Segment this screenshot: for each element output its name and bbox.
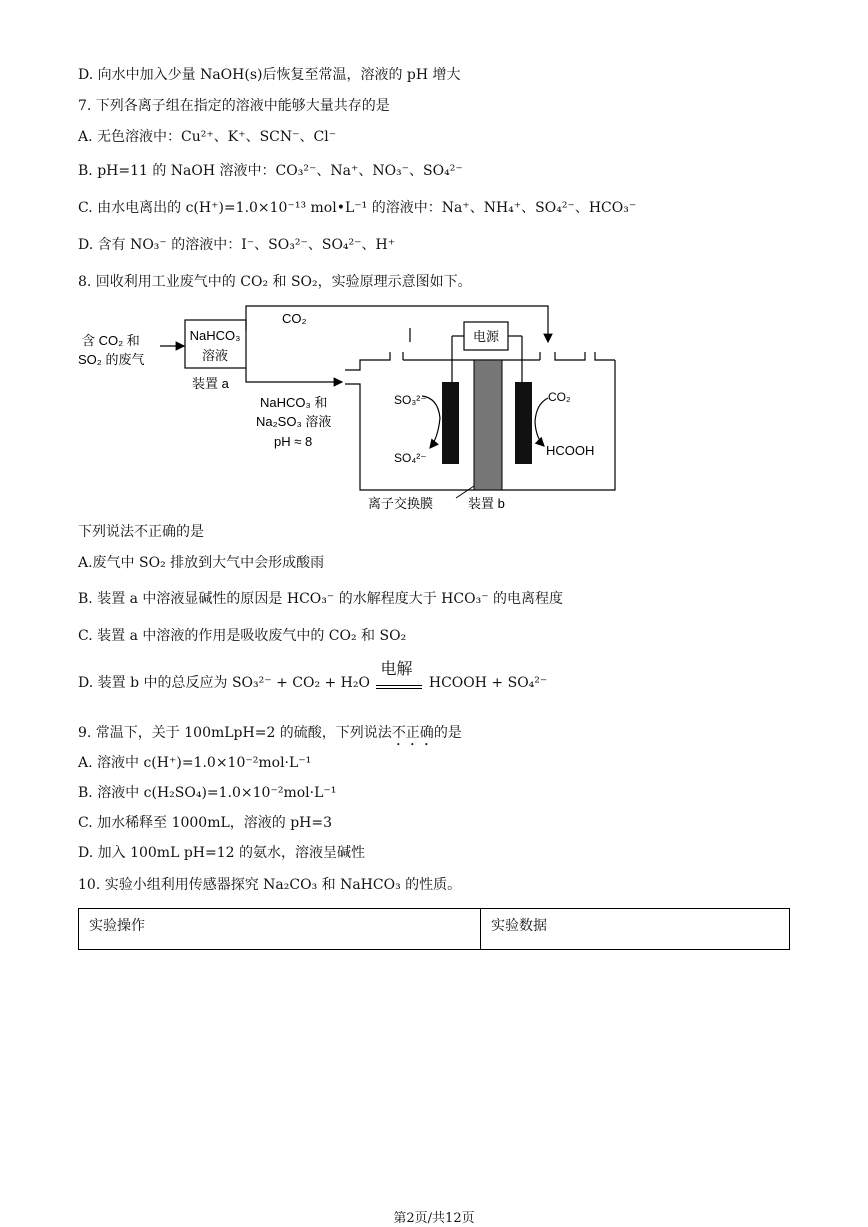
gas-inlet-label-2: SO₂ 的废气: [78, 352, 145, 367]
table-header-operation: 实验操作: [79, 909, 481, 949]
q8-option-a: A.废气中 SO₂ 排放到大气中会形成酸雨: [78, 555, 325, 571]
page-footer: 第2页/共12页: [393, 1211, 475, 1226]
q8d-reactants: D. 装置 b 中的总反应为 SO₃²⁻ + CO₂ + H₂O: [78, 675, 370, 691]
electrolysis-apparatus-diagram: [70, 298, 630, 518]
q7-option-c: C. 由水电离出的 c(H⁺)=1.0×10⁻¹³ mol•L⁻¹ 的溶液中：Na⁺、NH₄⁺、SO₄²⁻、HCO₃⁻: [78, 200, 637, 216]
device-b-label: 装置 b: [468, 496, 505, 511]
cathode: [515, 382, 532, 464]
formic-acid-label: HCOOH: [546, 443, 595, 458]
power-source-label: 电源: [472, 329, 500, 344]
membrane-label: 离子交换膜: [368, 496, 434, 511]
q9-stem: [78, 724, 462, 749]
q7-stem: 7. 下列各离子组在指定的溶液中能够大量共存的是: [78, 98, 390, 114]
solution-label-2: Na₂SO₃ 溶液: [256, 414, 332, 429]
q8d-products: HCOOH + SO₄²⁻: [428, 675, 548, 691]
table-header-data: 实验数据: [491, 918, 547, 934]
ion-exchange-membrane: [474, 360, 502, 490]
q9-option-b: B. 溶液中 c(H₂SO₄)=1.0×10⁻²mol·L⁻¹: [78, 785, 337, 801]
device-a-solution-2: 溶液: [201, 348, 229, 363]
gas-inlet-label-1: 含 CO₂ 和: [82, 333, 140, 348]
q8-question: 下列说法不正确的是: [78, 524, 204, 540]
solution-label-1: NaHCO₃ 和: [260, 395, 328, 410]
anode: [442, 382, 459, 464]
q8d-condition-arrow: [376, 659, 422, 694]
q9-stem-prefix: 9. 常温下，关于 100mLpH=2 的硫酸，下列说法: [78, 725, 392, 741]
q8-option-c: C. 装置 a 中溶液的作用是吸收废气中的 CO₂ 和 SO₂: [78, 628, 407, 644]
solution-label-3: pH ≈ 8: [274, 434, 313, 449]
q9-option-d: D. 加入 100mL pH=12 的氨水，溶液呈碱性: [78, 845, 365, 861]
q10-stem: 10. 实验小组利用传感器探究 Na₂CO₃ 和 NaHCO₃ 的性质。: [78, 877, 462, 893]
device-a-label: 装置 a: [192, 376, 229, 391]
q8-stem: 8. 回收利用工业废气中的 CO₂ 和 SO₂，实验原理示意图如下。: [78, 274, 472, 290]
q9-option-a: A. 溶液中 c(H⁺)=1.0×10⁻²mol·L⁻¹: [78, 755, 312, 771]
q7-option-d: D. 含有 NO₃⁻ 的溶液中：I⁻、SO₃²⁻、SO₄²⁻、H⁺: [78, 237, 396, 253]
q10-table: [78, 908, 790, 950]
q8-option-d: [78, 659, 548, 698]
co2-right-label: CO₂: [548, 390, 571, 404]
sulfite-ion-label: SO₃²⁻: [394, 393, 427, 407]
q9-stem-emphasis: 不正确: [391, 725, 434, 741]
device-a-solution-1: NaHCO₃: [189, 328, 241, 343]
q7-option-b: B. pH=11 的 NaOH 溶液中：CO₃²⁻、Na⁺、NO₃⁻、SO₄²⁻: [78, 163, 463, 179]
sulfate-ion-label: SO₄²⁻: [394, 451, 427, 465]
co2-pipe-label: CO₂: [282, 311, 307, 326]
q9-option-c: C. 加水稀释至 1000mL，溶液的 pH=3: [78, 815, 333, 831]
q7-option-a: A. 无色溶液中：Cu²⁺、K⁺、SCN⁻、Cl⁻: [78, 129, 337, 145]
q8d-condition-label: 电解: [380, 659, 413, 678]
q9-stem-suffix: 的是: [433, 725, 462, 741]
q8-option-b: B. 装置 a 中溶液显碱性的原因是 HCO₃⁻ 的水解程度大于 HCO₃⁻ 的电离程度: [78, 591, 564, 607]
q6-option-d: D. 向水中加入少量 NaOH(s)后恢复至常温，溶液的 pH 增大: [78, 67, 461, 83]
